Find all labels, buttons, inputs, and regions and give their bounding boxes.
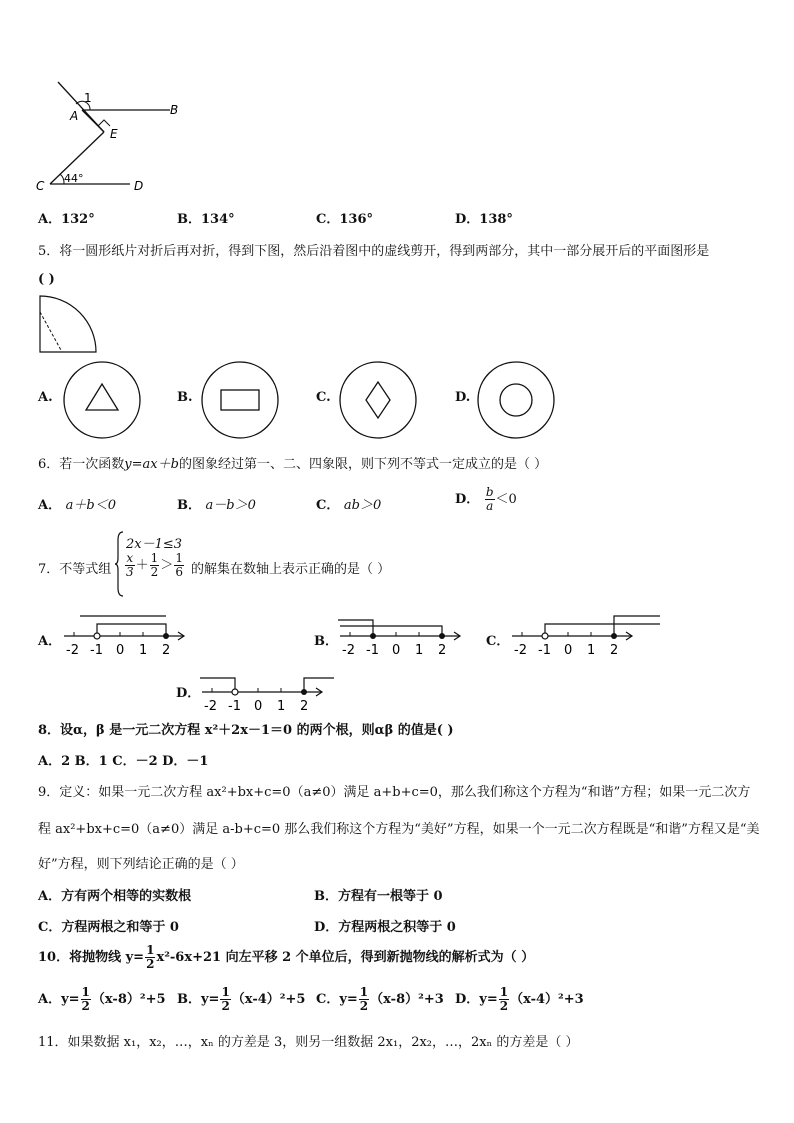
q6-option-c[interactable]: C． ab＞0 (316, 498, 382, 513)
tick-label: -2 (342, 643, 355, 658)
q6-option-a[interactable]: A． a＋b＜0 (38, 498, 116, 513)
q7-option-c-numberline[interactable] (508, 614, 664, 660)
q7-option-d-label[interactable]: D． (176, 686, 201, 701)
q5-option-d-figure[interactable] (476, 360, 556, 440)
q5-text: 5．将一圆形纸片对折后再对折，得到下图，然后沿着图中的虚线剪开，得到两部分，其中一部分展开后的平面图形是 (38, 244, 710, 259)
label-1: 1 (84, 91, 92, 105)
q9-option-a[interactable]: A．方有两个相等的实数根 (38, 889, 192, 904)
q9-option-c[interactable]: C．方程两根之和等于 0 (38, 920, 179, 935)
q7-option-a-numberline[interactable] (60, 614, 190, 660)
q7-option-b-numberline[interactable] (336, 614, 466, 660)
tick-label: -2 (204, 699, 217, 714)
tick-label: 1 (587, 643, 596, 658)
q7-option-a-label[interactable]: A． (38, 634, 62, 649)
q5-option-b-figure[interactable] (200, 360, 280, 440)
q5-blank: ( ) (38, 272, 55, 287)
q5-option-b-label[interactable]: B. (177, 390, 193, 405)
q7-brace (114, 530, 124, 598)
q7-option-d-numberline[interactable] (198, 670, 338, 716)
tick-label: -2 (514, 643, 527, 658)
q5-option-a-figure[interactable] (62, 360, 142, 440)
label-b: B (170, 103, 179, 117)
tick-label: 1 (139, 643, 148, 658)
q5-option-d-label[interactable]: D. (455, 390, 471, 405)
q10-option-d[interactable]: D．y= $\frac{1}{2}$ （x-4）²+3 (455, 985, 584, 1013)
q7-option-c-label[interactable]: C． (486, 634, 510, 649)
tick-label: 0 (116, 643, 125, 658)
q10-text: 10．将抛物线 y= $\frac{1}{2}$ x²-6x+21 向左平移 2 个单位后，得到新抛物线的解析式为（ ） (38, 943, 535, 971)
tick-label: 1 (415, 643, 424, 658)
tick-label: 2 (438, 643, 447, 658)
q10-option-a[interactable]: A．y= $\frac{1}{2}$ （x-8）²+5 (38, 985, 166, 1013)
q5-option-a-label[interactable]: A. (38, 390, 53, 405)
q7-suffix: 的解集在数轴上表示正确的是（ ） (191, 562, 391, 577)
label-e: E (110, 127, 118, 141)
label-d: D (134, 179, 144, 193)
q8-text: 8．设α，β 是一元二次方程 x²＋2x－1＝0 的两个根，则αβ 的值是( ) (38, 723, 454, 738)
q6-text: 6．若一次函数y=ax＋b的图象经过第一、二、四象限，则下列不等式一定成立的是（ ） (38, 457, 548, 472)
q8-options[interactable]: A．2 B．1 C．－2 D．－1 (38, 754, 209, 769)
q9-option-b[interactable]: B．方程有一根等于 0 (314, 889, 443, 904)
q10-option-c[interactable]: C．y= $\frac{1}{2}$ （x-8）²+3 (316, 985, 444, 1013)
tick-label: 2 (610, 643, 619, 658)
q7-option-b-label[interactable]: B． (314, 634, 338, 649)
q9-line3: 好”方程，则下列结论正确的是（ ） (38, 857, 244, 872)
label-angle: 44° (64, 172, 84, 185)
q9-line1: 9．定义：如果一元二次方程 ax²+bx+c=0（a≠0）满足 a+b+c=0，那么我们称这个方程为“和谐”方程；如果一元二次方 (38, 785, 751, 800)
q5-folded-paper-figure (38, 294, 100, 356)
tick-label: -1 (228, 699, 241, 714)
q7-ineq1: 2x－1≤3 (126, 537, 183, 552)
label-a: A (70, 109, 79, 123)
tick-label: -1 (538, 643, 551, 658)
tick-label: 0 (564, 643, 573, 658)
tick-label: 1 (277, 699, 286, 714)
q4-option-d[interactable]: D．138° (455, 212, 513, 227)
q4-option-a[interactable]: A．132° (38, 212, 95, 227)
q6-option-b[interactable]: B． a－b＞0 (177, 498, 256, 513)
q9-line2: 程 ax²+bx+c=0（a≠0）满足 a-b+c=0 那么我们称这个方程为“美好”方程，如果一个一元二次方程既是“和谐”方程又是“美 (38, 822, 760, 837)
q6-option-d[interactable]: D． $\frac{b}{a}$ ＜0 (455, 485, 517, 513)
q5-option-c-figure[interactable] (338, 360, 418, 440)
tick-label: 2 (300, 699, 309, 714)
q11-text: 11．如果数据 x₁，x₂，…，xₙ 的方差是 3，则另一组数据 2x₁，2x₂，…，2xₙ 的方差是（ ） (38, 1035, 579, 1050)
q7-ineq2: $\frac{x}{3}$ ＋ $\frac{1}{2}$ ＞ $\frac{1}{6}$ (126, 551, 183, 579)
tick-label: -2 (66, 643, 79, 658)
tick-label: -1 (90, 643, 103, 658)
tick-label: -1 (366, 643, 379, 658)
label-c: C (36, 179, 45, 193)
q9-option-d[interactable]: D．方程两根之积等于 0 (314, 920, 456, 935)
tick-label: 0 (392, 643, 401, 658)
q7-prefix: 7．不等式组 (38, 562, 112, 577)
tick-label: 2 (162, 643, 171, 658)
tick-label: 0 (254, 699, 263, 714)
q4-option-b[interactable]: B．134° (177, 212, 235, 227)
q5-option-c-label[interactable]: C. (316, 390, 331, 405)
q4-option-c[interactable]: C．136° (316, 212, 373, 227)
q10-option-b[interactable]: B．y= $\frac{1}{2}$ （x-4）²+5 (177, 985, 306, 1013)
q4-angle-figure (30, 70, 190, 200)
